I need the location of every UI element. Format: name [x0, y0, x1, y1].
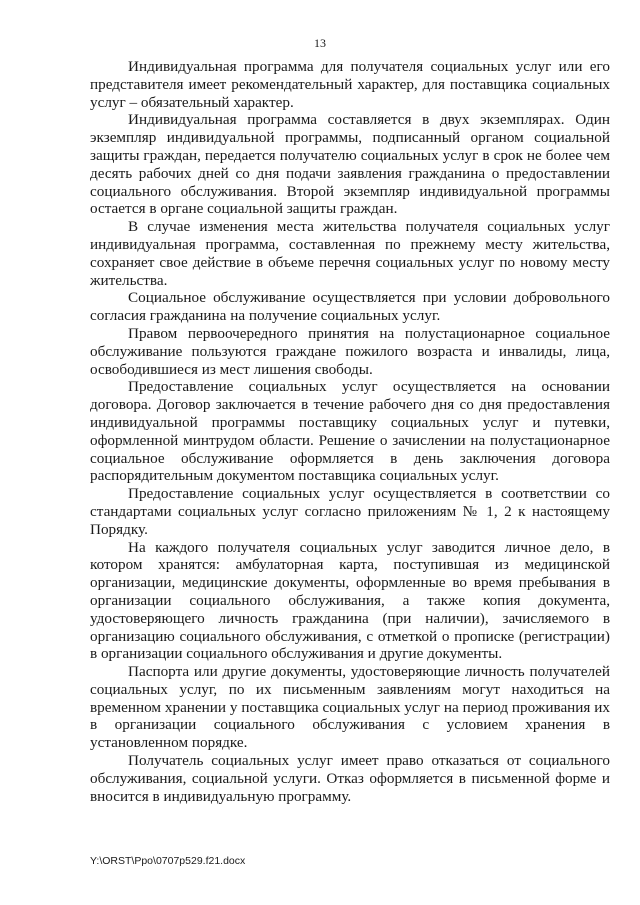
paragraph-passport-storage: Паспорта или другие документы, удостоверяющие личность получателей социальных услуг, по их письменным заявлениям могут находиться на временном хранении у поставщика социальных услуг на период проживания их в организации социального обслуживания с условием хранения в установленном порядке.	[90, 663, 610, 752]
paragraph-contract: Предоставление социальных услуг осуществляется на основании договора. Договор заключается в течение рабочего дня со дня предоставления индивидуальной программы поставщику социальных услуг и путевки, оформленной минтрудом области. Решение о зачислении на полустационарное социальное обслуживание оформляется в день заключения договора распорядительным документом поставщика социальных услуг.	[90, 378, 610, 485]
paragraph-personal-file: На каждого получателя социальных услуг заводится личное дело, в котором хранятся: амбулаторная карта, поступившая из медицинской организации, медицинские документы, оформленные во время пребывания в организации социального обслуживания, а также копия документа, удостоверяющего личность гражданина (при наличии), зачисляемого в организацию социального обслуживания, с отметкой о прописке (регистрации) в организации социального обслуживания и другие документы.	[90, 538, 610, 663]
paragraph-refusal: Получатель социальных услуг имеет право отказаться от социального обслуживания, социальной услуги. Отказ оформляется в письменной форме и вносится в индивидуальную программу.	[90, 752, 610, 805]
paragraph-residence-change: В случае изменения места жительства получателя социальных услуг индивидуальная программа, составленная по прежнему месту жительства, сохраняет свое действие в объеме перечня социальных услуг по новому месту жительства.	[90, 218, 610, 289]
page-number: 13	[314, 36, 326, 50]
paragraph-program-copies: Индивидуальная программа составляется в двух экземплярах. Один экземпляр индивидуальной программы, подписанный органом социальной защиты граждан, передается получателю социальных услуг в срок не более чем десять рабочих дней со дня подачи заявления гражданина о предоставлении социального обслуживания. Второй экземпляр индивидуальной программы остается в органе социальной защиты граждан.	[90, 111, 610, 218]
document-body	[90, 58, 610, 805]
paragraph-voluntary-consent: Социальное обслуживание осуществляется при условии добровольного согласия гражданина на получение социальных услуг.	[90, 289, 610, 325]
paragraph-standards: Предоставление социальных услуг осуществляется в соответствии со стандартами социальных услуг согласно приложениям № 1, 2 к настоящему Порядку.	[90, 485, 610, 538]
paragraph-priority-admission: Правом первоочередного принятия на полустационарное социальное обслуживание пользуются граждане пожилого возраста и инвалиды, лица, освободившиеся из мест лишения свободы.	[90, 324, 610, 378]
paragraph-program-nature: Индивидуальная программа для получателя социальных услуг или его представителя имеет рекомендательный характер, для поставщика социальных услуг – обязательный характер.	[90, 58, 610, 111]
footer-file-path: Y:\ORST\Ppo\0707p529.f21.docx	[90, 855, 246, 867]
